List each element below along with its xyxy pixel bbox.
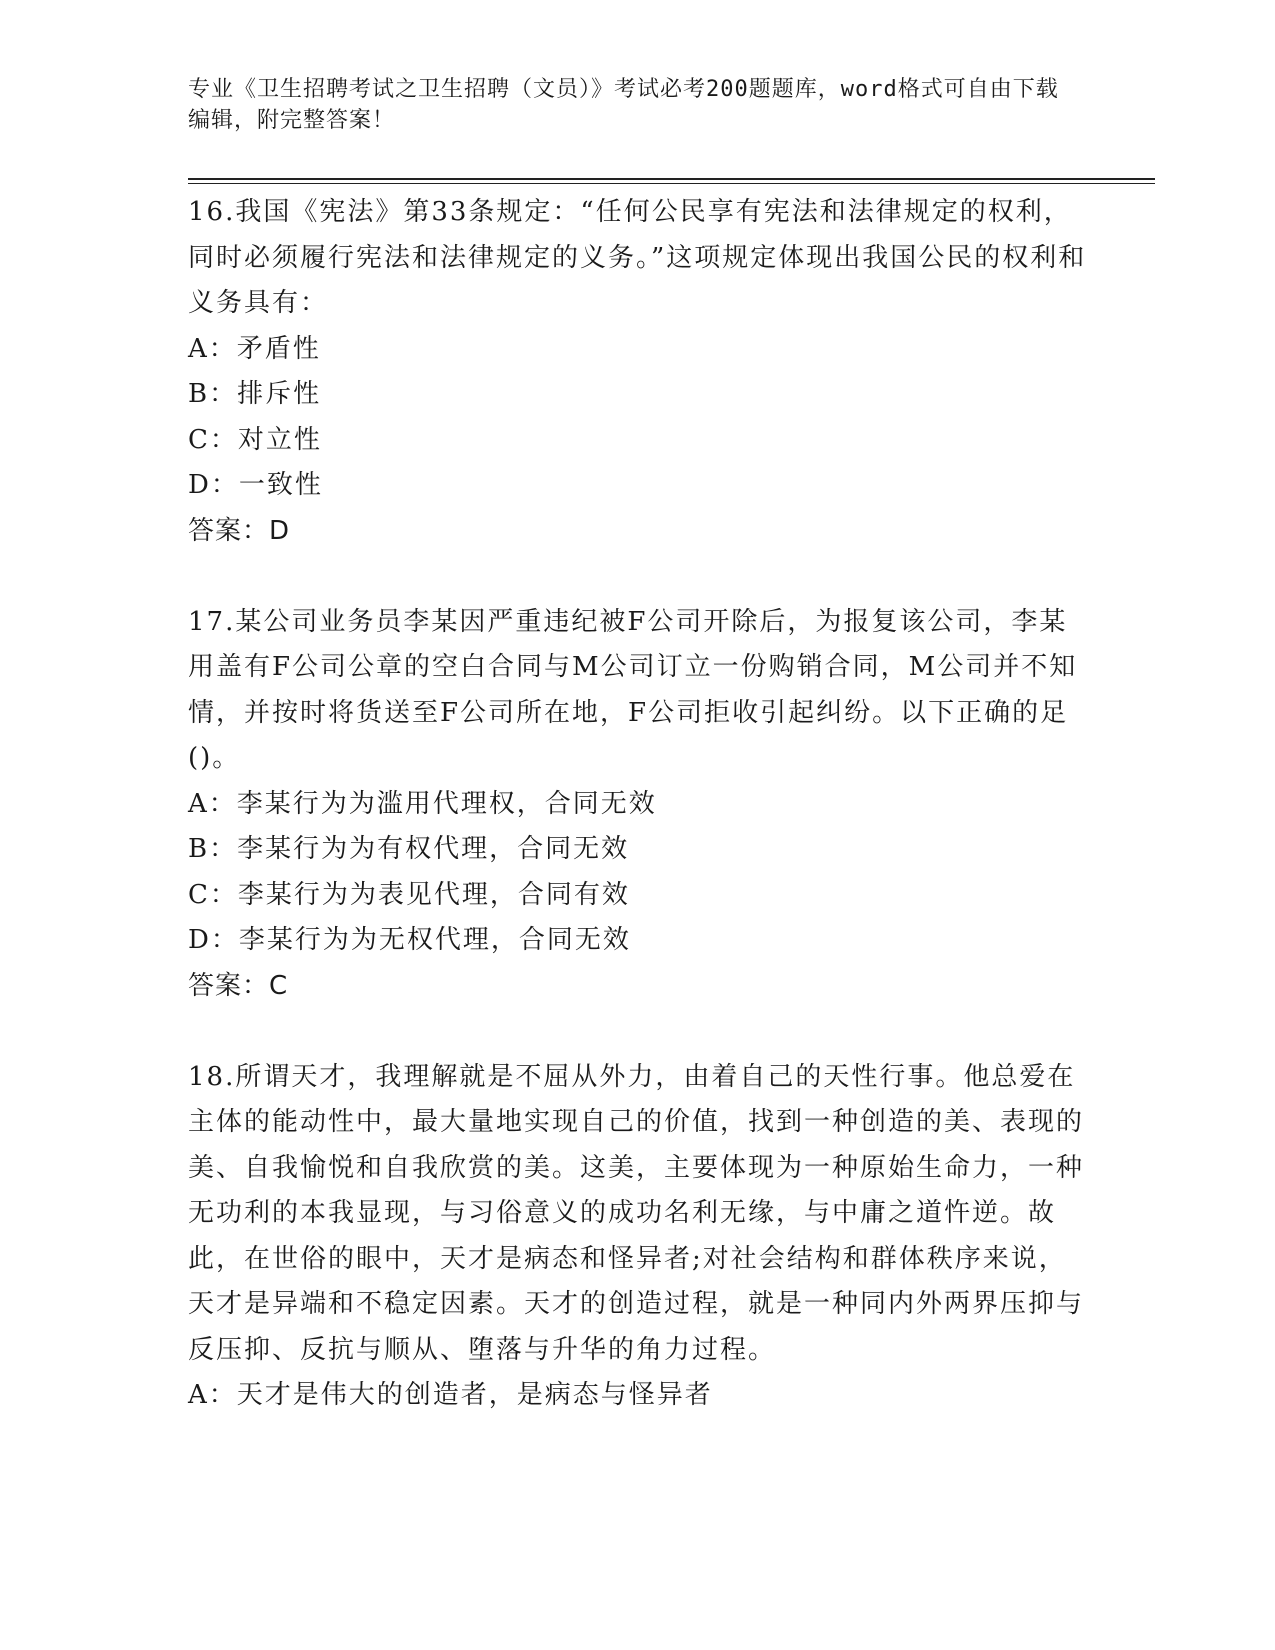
question-16 [188,190,1088,554]
question-16-option-b: B：排斥性 [188,379,322,409]
question-spacer [188,554,1088,600]
header-divider-thin [188,183,1155,184]
question-16-option-c: C：对立性 [188,424,322,455]
question-18 [188,1055,1088,1419]
question-17-option-d: D：李某行为为无权代理，合同无效 [188,925,631,955]
question-16-answer: 答案：D [188,515,291,546]
header-divider-thick [188,178,1155,180]
question-list [188,190,1088,1419]
question-18-text: 18.所谓天才，我理解就是不屈从外力，由着自己的天性行事。他总爱在主体的能动性中，最大量地实现自己的价值，找到一种创造的美、表现的美、自我愉悦和自我欣赏的美。这美，主要体现为一种原始生命力，一种无功利的本我显现，与习俗意义的成功名利无缘，与中庸之道忤逆。故此，在世俗的眼中，天才是病态和怪异者;对社会结构和群体秩序来说，天才是异端和不稳定因素。天才的创造过程，就是一种同内外两界压抑与反压抑、反抗与顺从、堕落与升华的角力过程。 [188,1061,1085,1365]
question-17-option-c: C：李某行为为表见代理，合同有效 [188,879,630,910]
question-16-text: 16.我国《宪法》第33条规定：“任何公民享有宪法和法律规定的权利，同时必须履行宪法和法律规定的义务。”这项规定体现出我国公民的权利和义务具有： [188,197,1087,318]
question-17-answer: 答案：C [188,970,289,1001]
question-16-option-a: A：矛盾性 [188,333,321,364]
question-17 [188,600,1088,1010]
question-18-option-a: A：天才是伟大的创造者，是病态与怪异者 [188,1380,713,1410]
question-spacer [188,1009,1088,1055]
question-17-option-b: B：李某行为为有权代理，合同无效 [188,834,630,864]
question-17-option-a: A：李某行为为滥用代理权，合同无效 [188,788,657,819]
document-header-intro: 专业《卫生招聘考试之卫生招聘（文员）》考试必考200题题库，word格式可自由下载编辑，附完整答案！ [188,77,1059,133]
question-17-text: 17.某公司业务员李某因严重违纪被F公司开除后，为报复该公司，李某用盖有F公司公章的空白合同与M公司订立一份购销合同，M公司并不知情，并按时将货送至F公司所在地，F公司拒收引起纠纷。以下正确的足()。 [188,606,1078,773]
question-16-option-d: D：一致性 [188,470,323,500]
